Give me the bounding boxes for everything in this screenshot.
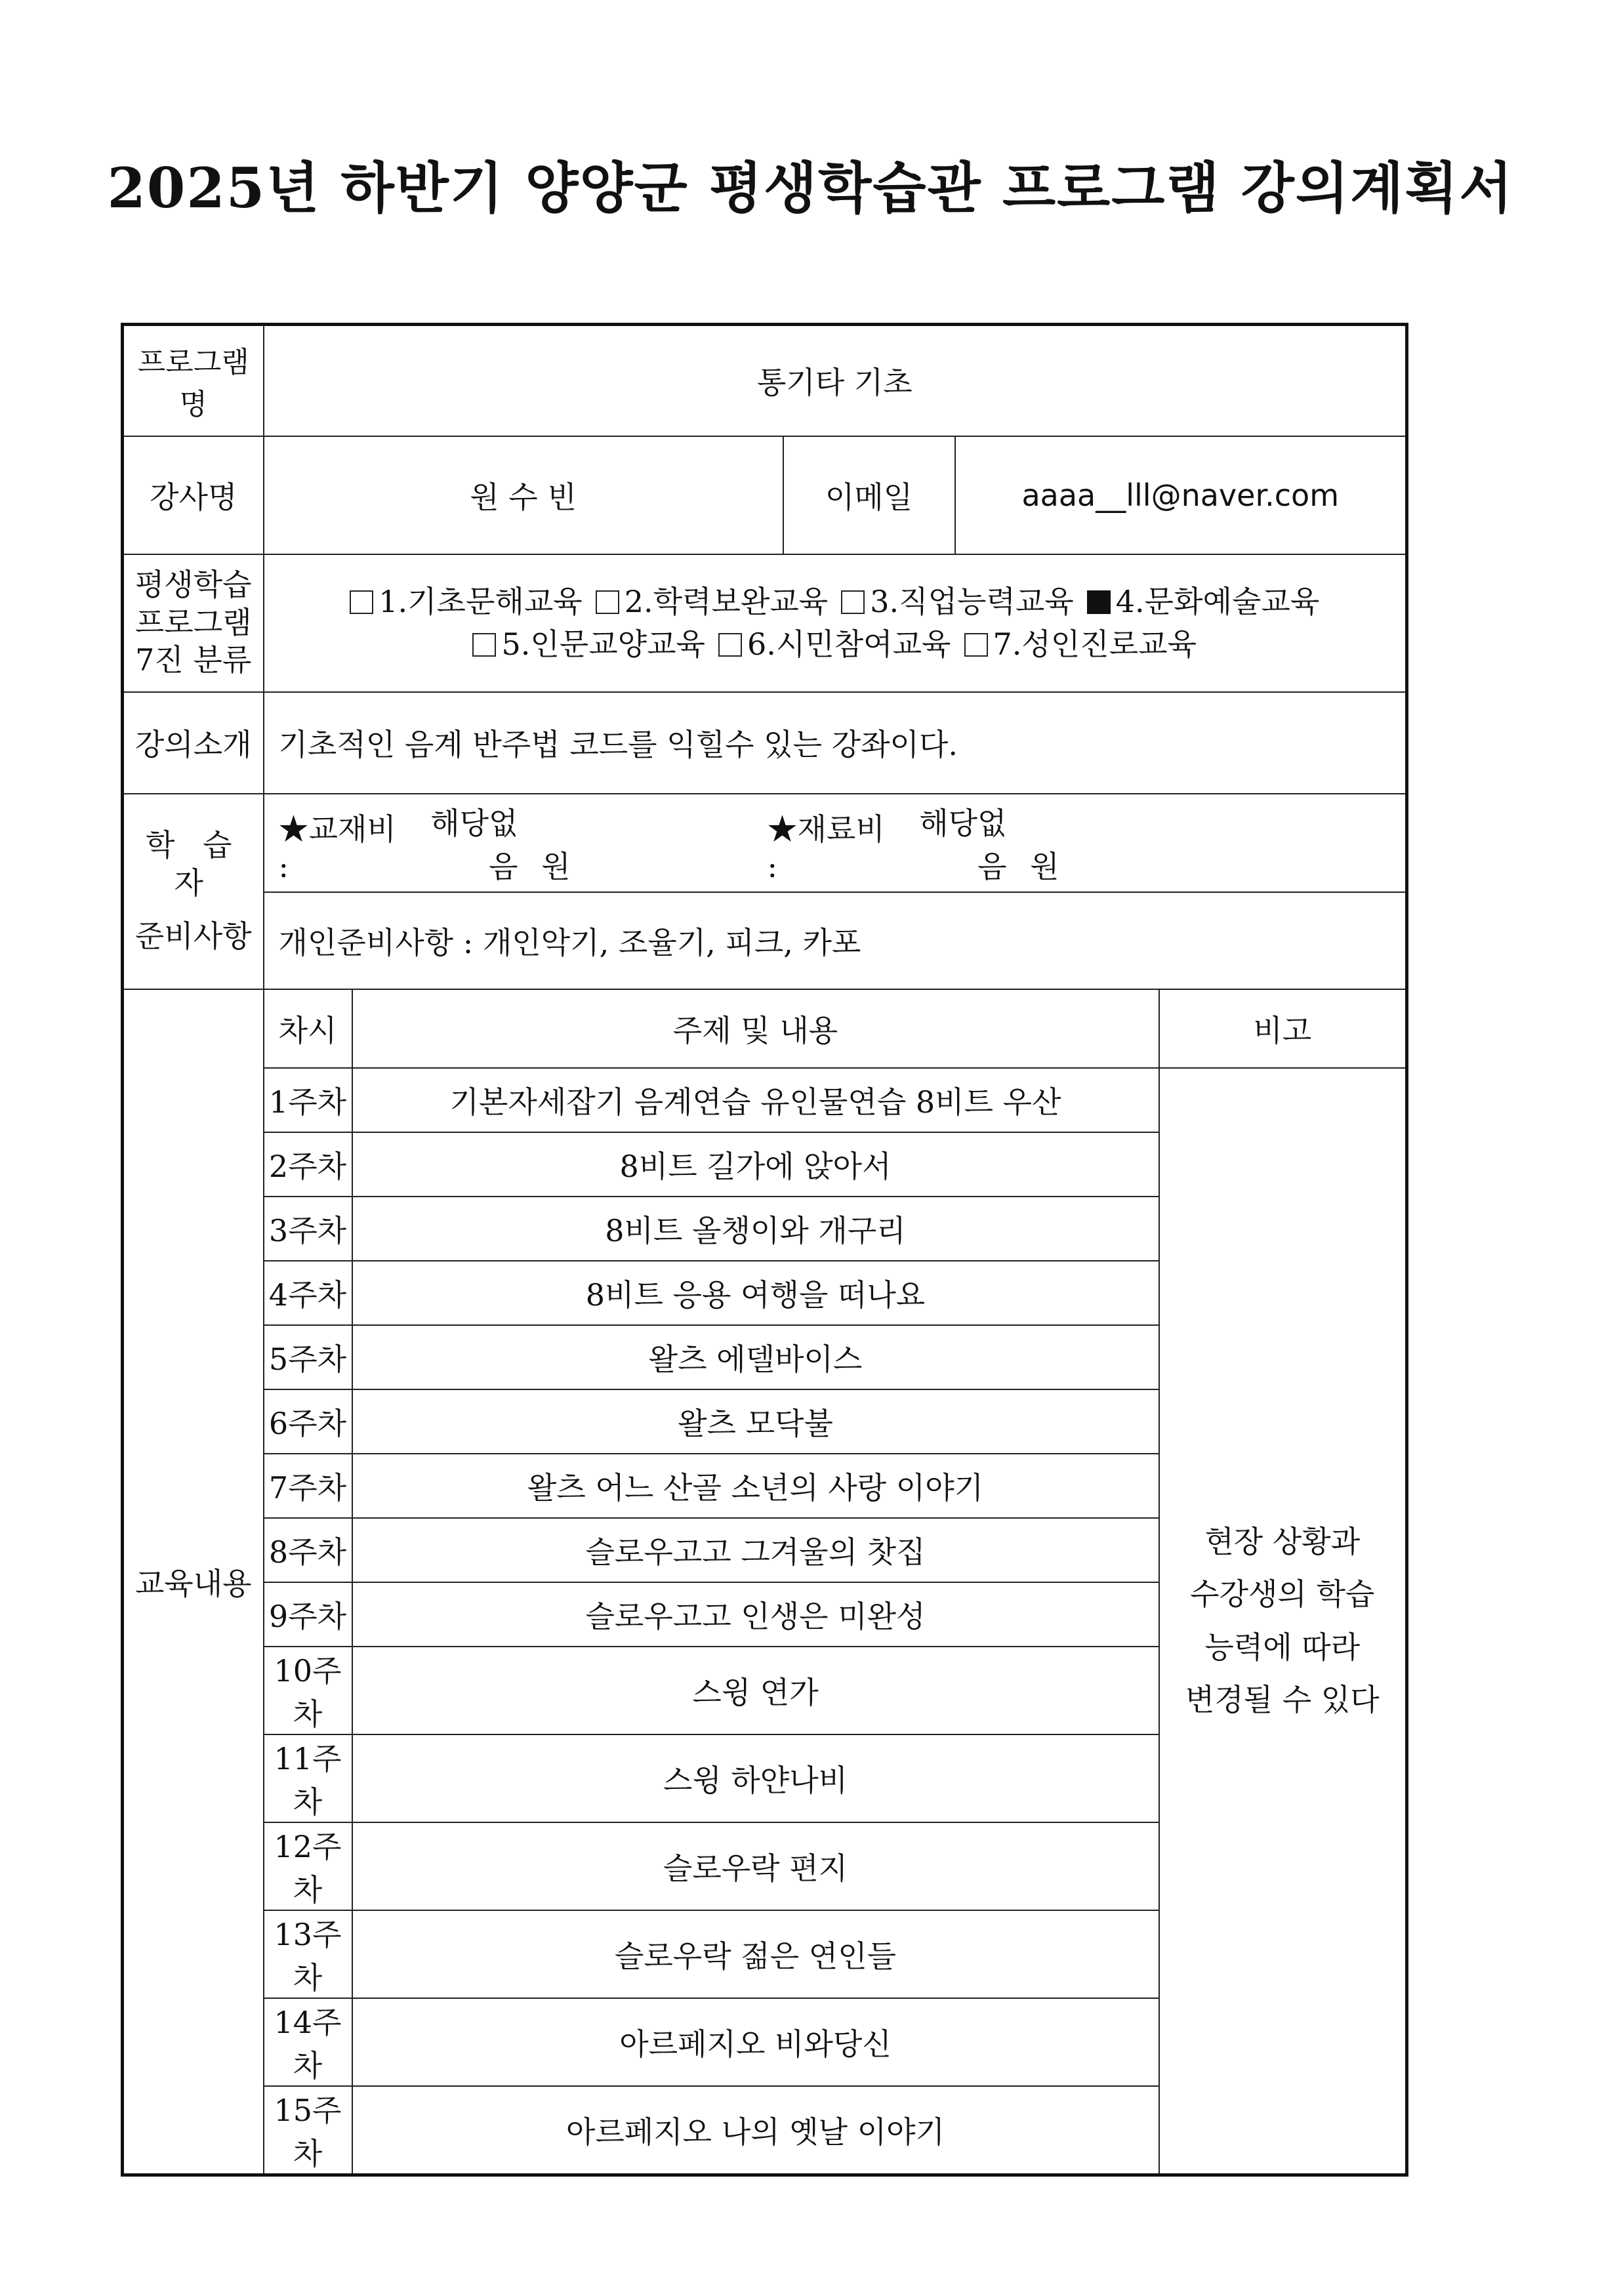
topic-cell: 8비트 응용 여행을 떠나요 (352, 1261, 1159, 1325)
session-cell: 3주차 (264, 1197, 352, 1261)
material-cost-unit: 원 (1030, 848, 1059, 884)
classification-option (472, 626, 705, 662)
empty-box-icon (841, 590, 865, 614)
classification-option-label: 4.문화예술교육 (1115, 584, 1320, 620)
session-cell: 2주차 (264, 1132, 352, 1197)
classification-option-label: 5.인문교양교육 (501, 626, 705, 662)
classification-option-label: 1.기초문해교육 (379, 584, 583, 620)
textbook-cost-label: ★교재비 : (278, 811, 396, 884)
topic-cell: 왈츠 어느 산골 소년의 사랑 이야기 (352, 1454, 1159, 1518)
classification-option-label: 7.성인진로교육 (993, 626, 1197, 662)
topic-cell: 기본자세잡기 음계연습 유인물연습 8비트 우산 (352, 1068, 1159, 1132)
classification-label-line: 7진 분류 (135, 642, 252, 678)
classification-option (964, 626, 1197, 662)
curriculum-header-row (123, 989, 1407, 1068)
instructor-value: 원 수 빈 (264, 436, 783, 554)
topic-header: 주제 및 내용 (352, 989, 1159, 1068)
session-cell: 13주차 (264, 1910, 352, 1998)
empty-box-icon (596, 590, 619, 614)
classification-option-label: 6.시민참여교육 (747, 626, 951, 662)
session-cell: 1주차 (264, 1068, 352, 1132)
note-line: 수강생의 학습 (1190, 1576, 1375, 1612)
note-line: 능력에 따라 (1204, 1629, 1361, 1665)
session-cell: 12주차 (264, 1822, 352, 1910)
classification-option (1087, 584, 1320, 619)
session-header: 차시 (264, 989, 352, 1068)
intro-row (123, 692, 1407, 794)
email-value: aaaa__lll@naver.com (955, 436, 1407, 554)
session-cell: 8주차 (264, 1518, 352, 1582)
personal-preparation: 개인준비사항 : 개인악기, 조율기, 피크, 카포 (264, 892, 1407, 989)
topic-cell: 스윙 하얀나비 (352, 1734, 1159, 1822)
topic-cell: 아르페지오 나의 옛날 이야기 (352, 2086, 1159, 2175)
program-row (123, 325, 1407, 436)
classification-option-label: 2.학력보완교육 (624, 584, 829, 620)
preparation-cost-row (123, 794, 1407, 892)
session-cell: 10주차 (264, 1647, 352, 1734)
material-cost-value: 해당없음 (919, 805, 1007, 884)
checked-box-icon (1087, 590, 1111, 614)
preparation-label (123, 794, 264, 989)
note-line: 변경될 수 있다 (1185, 1682, 1380, 1717)
material-cost-label: ★재료비 : (767, 811, 885, 884)
topic-cell: 8비트 올챙이와 개구리 (352, 1197, 1159, 1261)
topic-cell: 왈츠 모닥불 (352, 1389, 1159, 1454)
intro-value: 기초적인 음계 반주법 코드를 익힐수 있는 강좌이다. (264, 692, 1407, 794)
textbook-cost-value: 해당없음 (430, 805, 518, 884)
note-header: 비고 (1159, 989, 1407, 1068)
classification-option (841, 584, 1074, 619)
preparation-costs (264, 794, 1407, 892)
session-cell: 5주차 (264, 1325, 352, 1389)
classification-label (123, 554, 264, 692)
session-cell: 15주차 (264, 2086, 352, 2175)
classification-line-1 (264, 581, 1406, 623)
classification-option (350, 584, 583, 619)
classification-row (123, 554, 1407, 692)
topic-cell: 슬로우고고 인생은 미완성 (352, 1582, 1159, 1647)
empty-box-icon (964, 633, 988, 657)
classification-option-label: 3.직업능력교육 (870, 584, 1074, 620)
session-cell: 7주차 (264, 1454, 352, 1518)
empty-box-icon (350, 590, 373, 614)
program-value: 통기타 기초 (264, 325, 1407, 436)
empty-box-icon (718, 633, 742, 657)
session-cell: 9주차 (264, 1582, 352, 1647)
classification-options (264, 554, 1407, 692)
session-cell: 14주차 (264, 1998, 352, 2086)
session-cell: 6주차 (264, 1389, 352, 1454)
classification-line-2 (264, 623, 1406, 665)
page-title: 2025년 하반기 양양군 평생학습관 프로그램 강의계획서 (107, 155, 1514, 220)
preparation-label-line: 준비사항 (134, 918, 252, 954)
empty-box-icon (472, 633, 496, 657)
textbook-cost-unit: 원 (541, 848, 571, 884)
email-label: 이메일 (783, 436, 955, 554)
classification-label-line: 평생학습 (134, 567, 252, 603)
topic-cell: 슬로우고고 그겨울의 찻집 (352, 1518, 1159, 1582)
classification-label-line: 프로그램 (134, 604, 252, 640)
session-cell: 11주차 (264, 1734, 352, 1822)
topic-cell: 슬로우락 편지 (352, 1822, 1159, 1910)
topic-cell: 슬로우락 젊은 연인들 (352, 1910, 1159, 1998)
instructor-row (123, 436, 1407, 554)
program-label: 프로그램명 (123, 325, 264, 436)
curriculum-label: 교육내용 (123, 989, 264, 2175)
topic-cell: 스윙 연가 (352, 1647, 1159, 1734)
session-cell: 4주차 (264, 1261, 352, 1325)
preparation-label-line: 학 습 자 (146, 827, 241, 901)
topic-cell: 아르페지오 비와당신 (352, 1998, 1159, 2086)
intro-label: 강의소개 (123, 692, 264, 794)
classification-option (718, 626, 951, 662)
topic-cell: 왈츠 에델바이스 (352, 1325, 1159, 1389)
topic-cell: 8비트 길가에 앉아서 (352, 1132, 1159, 1197)
curriculum-row (123, 1068, 1407, 1132)
instructor-label: 강사명 (123, 436, 264, 554)
lecture-plan-table (121, 323, 1408, 2177)
note-line: 현장 상황과 (1204, 1523, 1361, 1559)
note-cell (1159, 1068, 1407, 2175)
classification-option (596, 584, 829, 619)
preparation-personal-row (123, 892, 1407, 989)
